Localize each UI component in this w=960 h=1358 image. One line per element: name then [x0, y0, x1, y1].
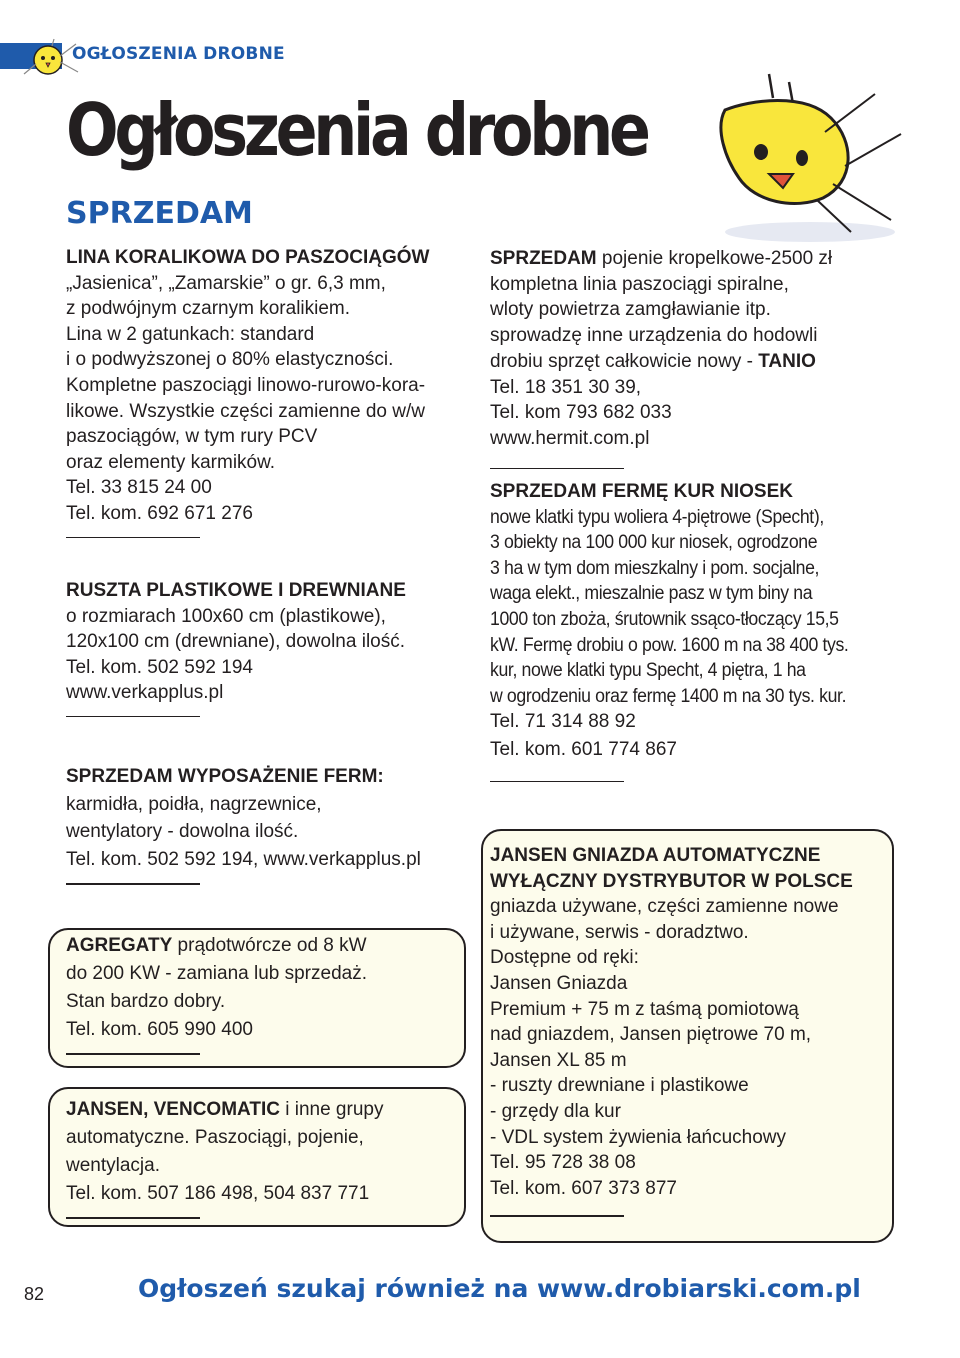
ad-line: sprowadzę inne urządzenia do hodowli [490, 325, 818, 347]
ad-phone: Tel. kom. 502 592 194 [66, 656, 253, 678]
ad-line [490, 633, 875, 659]
ad-phone: Tel. kom. 502 592 194, www.verkapplus.pl [66, 848, 421, 870]
ad-line-text: 3 ha w tym dom mieszkalny i pom. socjalne, [490, 557, 820, 579]
ad-line: Premium + 75 m z taśmą pomiotową [490, 998, 799, 1020]
ad-title-bold: JANSEN, VENCOMATIC [66, 1099, 280, 1120]
ad-line [490, 505, 875, 531]
section-label: OGŁOSZENIA DROBNE [72, 44, 285, 64]
ad-phone: Tel. kom. 605 990 400 [66, 1019, 253, 1040]
ad-line [490, 349, 832, 375]
ad-line-text: nowe klatki typu woliera 4-piętrowe (Specht), [490, 506, 824, 528]
ad-line: automatyczne. Paszociągi, pojenie, [66, 1127, 364, 1148]
ad-line: „Jasienica”, „Zamarskie” o gr. 6,3 mm, [66, 272, 386, 294]
ad-jansen-gniazda [490, 843, 853, 1217]
ad-ruszta [66, 578, 406, 717]
ad-wyposazenie-ferm [66, 763, 421, 885]
ad-phone: Tel. kom 793 682 033 [490, 402, 672, 424]
ad-line-text: drobiu sprzęt całkowicie nowy - [490, 350, 759, 372]
ad-title [66, 932, 367, 960]
page-number: 82 [24, 1284, 45, 1304]
ad-line [490, 581, 875, 607]
ad-title-bold: AGREGATY [66, 935, 173, 956]
ad-phone: Tel. 95 728 38 08 [490, 1152, 636, 1174]
ad-line: o rozmiarach 100x60 cm (plastikowe), [66, 605, 386, 627]
ad-line-text: waga elekt., mieszalnie pasz w tym biny na [490, 583, 813, 605]
ad-line [490, 658, 875, 684]
ad-line-text: w ogrodzeniu oraz fermę 1400 m na 30 tys. kur. [490, 685, 847, 707]
chick-illustration [705, 70, 905, 245]
ad-line: do 200 KW - zamiana lub sprzedaż. [66, 963, 367, 984]
separator-line [490, 781, 624, 783]
ad-line: Kompletne paszociągi linowo-rurowo-kora- [66, 374, 426, 396]
ad-phone: Tel. kom. 692 671 276 [66, 502, 253, 524]
ad-line [490, 607, 875, 633]
ad-line: i używane, serwis - doradztwo. [490, 921, 749, 943]
separator-line [490, 468, 624, 470]
ad-title: JANSEN GNIAZDA AUTOMATYCZNE [490, 845, 821, 866]
ad-line: 120x100 cm (drewniane), dowolna ilość. [66, 631, 406, 653]
ad-line: oraz elementy karmików. [66, 451, 276, 473]
ad-line [490, 556, 875, 582]
page-title: Ogłoszenia drobne [66, 88, 647, 172]
ad-title: RUSZTA PLASTIKOWE I DREWNIANE [66, 580, 406, 601]
ad-title [66, 1096, 383, 1124]
ad-line: Stan bardzo dobry. [66, 991, 226, 1012]
ad-line: - grzędy dla kur [490, 1100, 621, 1122]
ad-line: karmidła, poidła, nagrzewnice, [66, 793, 322, 815]
ad-agregaty [66, 932, 367, 1055]
ad-line: nad gniazdem, Jansen piętrowe 70 m, [490, 1024, 812, 1046]
ad-line: Jansen Gniazda [490, 972, 628, 994]
ad-line: Lina w 2 gatunkach: standard [66, 323, 315, 345]
ad-title-bold: SPRZEDAM [490, 248, 597, 269]
ad-line: Jansen XL 85 m [490, 1049, 627, 1071]
ad-lina-koralikowa [66, 245, 429, 538]
ad-phone: Tel. kom. 601 774 867 [490, 738, 677, 760]
separator-line [66, 716, 200, 718]
separator-line [66, 1217, 200, 1219]
ad-phone: Tel. kom. 607 373 877 [490, 1177, 677, 1199]
ad-line-text: 1000 ton zboża, śrutownik ssąco-tłoczący 15,5 [490, 608, 839, 630]
ad-line-bold: TANIO [758, 350, 816, 372]
ad-line: wloty powietrza zamgławianie itp. [490, 299, 771, 321]
ad-line-text: 3 obiekty na 100 000 kur niosek, ogrodzone [490, 532, 818, 554]
ad-jansen-vencomatic [66, 1096, 383, 1219]
ad-line: - ruszty drewniane i plastikowe [490, 1075, 749, 1097]
ad-phone: Tel. 71 314 88 92 [490, 711, 636, 733]
ad-line: - VDL system żywienia łańcuchowy [490, 1126, 787, 1148]
ad-line: z podwójnym czarnym koralikiem. [66, 298, 351, 320]
separator-line [66, 537, 200, 539]
ad-line [490, 530, 875, 556]
ad-website: www.verkapplus.pl [66, 682, 224, 704]
ad-title-rest: i inne grupy [279, 1099, 384, 1120]
ad-line-text: kW. Fermę drobiu o pow. 1600 m na 38 400 tys. [490, 634, 849, 656]
ad-line: paszociągów, w tym rury PCV [66, 426, 318, 448]
ad-subtitle: WYŁĄCZNY DYSTRYBUTOR W POLSCE [490, 870, 853, 892]
ad-title: SPRZEDAM FERMĘ KUR NIOSEK [490, 481, 793, 502]
ad-line: i o podwyższonej o 80% elastyczności. [66, 349, 394, 371]
ad-phone: Tel. 18 351 30 39, [490, 376, 642, 398]
ad-title: SPRZEDAM WYPOSAŻENIE FERM: [66, 766, 384, 787]
ad-line-text: kur, nowe klatki typu Specht, 4 piętra, 1 ha [490, 660, 806, 682]
ad-phone: Tel. 33 815 24 00 [66, 477, 212, 499]
ad-phone: Tel. kom. 507 186 498, 504 837 771 [66, 1183, 370, 1204]
ad-line: wentylatory - dowolna ilość. [66, 821, 299, 842]
separator-line [66, 1053, 200, 1055]
separator-line [66, 883, 200, 885]
footer-note: Ogłoszeń szukaj również na www.drobiarski.com.pl [138, 1274, 861, 1303]
ad-line [490, 684, 875, 710]
ad-title: LINA KORALIKOWA DO PASZOCIĄGÓW [66, 247, 430, 268]
ad-title [490, 246, 832, 272]
ad-website: www.hermit.com.pl [490, 427, 650, 449]
ad-line: likowe. Wszystkie części zamienne do w/w [66, 400, 425, 422]
ad-line: kompletna linia paszociągi spiralne, [490, 273, 789, 295]
ad-line: wentylacja. [66, 1155, 160, 1176]
ad-title-rest: pojenie kropelkowe-2500 zł [596, 248, 833, 269]
ad-ferma-kur-niosek [490, 479, 875, 782]
ad-line: gniazda używane, części zamienne nowe [490, 896, 839, 918]
ad-line: Dostępne od ręki: [490, 947, 639, 969]
ad-pojenie [490, 246, 832, 469]
separator-line [490, 1215, 624, 1217]
ad-title-rest: prądotwórcze od 8 kW [172, 935, 367, 956]
section-heading: SPRZEDAM [66, 196, 253, 231]
